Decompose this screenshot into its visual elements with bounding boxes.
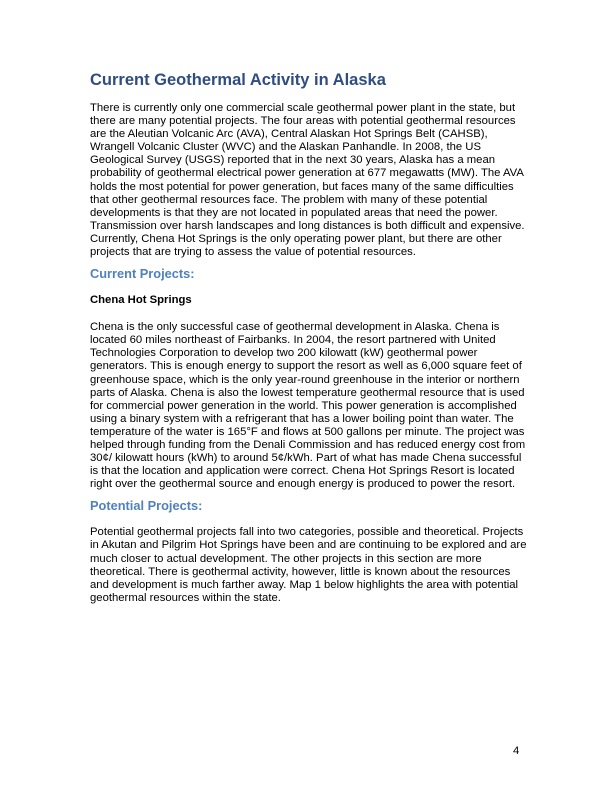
potential-projects-heading: Potential Projects: [90, 498, 203, 514]
chena-hot-springs-heading: Chena Hot Springs [90, 294, 192, 307]
intro-paragraph: There is currently only one commercial scale geothermal power plant in the state, but there are many potential projects. The four areas with potential geothermal resources are the Aleutian Volcanic Arc (AVA), Central Alaskan Hot Springs Belt (CAHSB), Wrangell Volcanic Cluster (WVC) and the Alaskan Panhandle. In 2008, the US Geological Survey (USGS) reported that in the next 30 years, Alaska has a mean probability of geothermal electrical power generation at 677 megawatts (MW). The AVA holds the most potential for power generation, but faces many of the same difficulties that other geothermal resources face. The problem with many of these potential developments is that they are not located in populated areas that need the power. Transmission over harsh landscapes and long distances is both difficult and expensive. Currently, Chena Hot Springs is the only operating power plant, but there are other projects that are trying to assess the value of potential resources. [90, 102, 525, 259]
page-number: 4 [513, 745, 520, 757]
page-title: Current Geothermal Activity in Alaska [90, 71, 386, 89]
page-content [90, 70, 530, 605]
chena-paragraph: Chena is the only successful case of geothermal development in Alaska. Chena is located 60 miles northeast of Fairbanks. In 2004, the resort partnered with United Technologies Corporation to develop two 200 kilowatt (kW) geothermal power generators. This is enough energy to support the resort as well as 6,000 square feet of greenhouse space, which is the only year-round greenhouse in the interior or northern parts of Alaska. Chena is also the lowest temperature geothermal resource that is used for commercial power generation in the world. This power generation is accomplished using a binary system with a refrigerant that has a lower boiling point than water. The temperature of the water is 165°F and flows at 500 gallons per minute. The project was helped through funding from the Denali Commission and has reduced energy cost from 30¢/ kilowatt hours (kWh) to around 5¢/kWh. Part of what has made Chena successful is that the location and application were correct. Chena Hot Springs Resort is located right over the geothermal source and enough energy is produced to power the resort. [90, 321, 526, 491]
current-projects-heading: Current Projects: [90, 266, 195, 282]
potential-projects-paragraph: Potential geothermal projects fall into two categories, possible and theoretical. Projects in Akutan and Pilgrim Hot Springs have been and are continuing to be explored and are much closer to actual development. The other projects in this section are more theoretical. There is geothermal activity, however, little is known about the resources and development is much farther away. Map 1 below highlights the area with potential geothermal resources within the state. [90, 526, 527, 604]
